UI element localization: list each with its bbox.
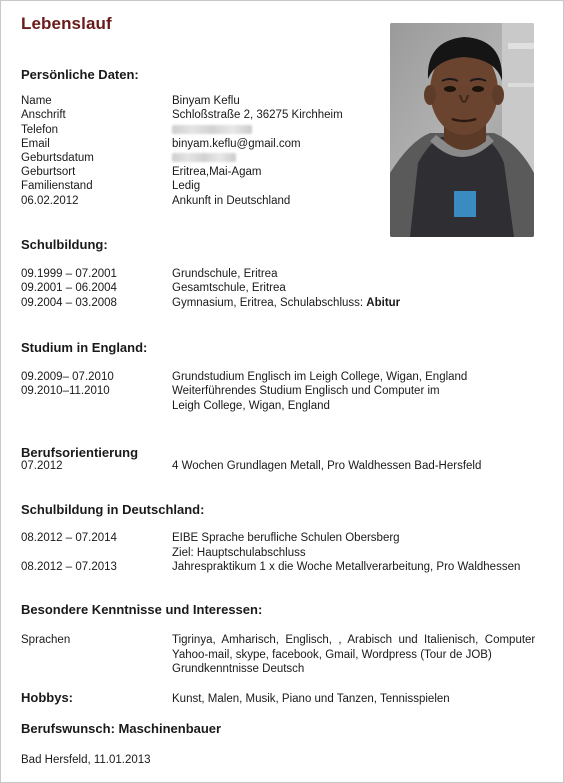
row-date: 08.2012 – 07.2013 bbox=[21, 561, 117, 573]
row-value: Ziel: Hauptschulabschluss bbox=[172, 547, 306, 559]
row-value: Grundstudium Englisch im Leigh College, Wigan, England bbox=[172, 371, 468, 383]
row-value: Ledig bbox=[172, 180, 201, 192]
row-value: Schloßstraße 2, 36275 Kirchheim bbox=[172, 109, 343, 121]
row-date: 08.2012 – 07.2014 bbox=[21, 532, 117, 544]
section-heading-career-wish: Berufswunsch: Maschinenbauer bbox=[21, 721, 222, 736]
row-value: 4 Wochen Grundlagen Metall, Pro Waldhessen Bad-Hersfeld bbox=[172, 460, 482, 472]
section-heading-career: Berufsorientierung bbox=[21, 445, 139, 460]
row-value-bold: Abitur bbox=[366, 297, 401, 309]
row-value: Grundkenntnisse Deutsch bbox=[172, 663, 305, 675]
redacted-value bbox=[172, 125, 252, 134]
row-value: Kunst, Malen, Musik, Piano und Tanzen, Tennisspielen bbox=[172, 693, 450, 705]
section-heading-personal: Persönliche Daten: bbox=[21, 67, 139, 82]
row-label: Telefon bbox=[21, 124, 59, 136]
row-date: 09.2009– 07.2010 bbox=[21, 371, 114, 383]
page-title: Lebenslauf bbox=[21, 14, 112, 33]
row-date: 09.2001 – 06.2004 bbox=[21, 282, 117, 294]
row-date: 07.2012 bbox=[21, 460, 63, 472]
row-value: Tigrinya, Amharisch, Englisch, , Arabisch und Italienisch, Computer bbox=[172, 634, 536, 646]
row-label: Anschrift bbox=[21, 109, 66, 121]
row-date: 09.1999 – 07.2001 bbox=[21, 268, 117, 280]
row-value-redacted bbox=[172, 151, 544, 165]
section-heading-england: Studium in England: bbox=[21, 340, 148, 355]
row-date: 09.2004 – 03.2008 bbox=[21, 297, 117, 309]
row-label: Geburtsdatum bbox=[21, 152, 94, 164]
row-value: Gesamtschule, Eritrea bbox=[172, 282, 286, 294]
row-label: Name bbox=[21, 95, 52, 107]
row-label: Sprachen bbox=[21, 634, 71, 646]
row-label: Geburtsort bbox=[21, 166, 76, 178]
row-label: Familienstand bbox=[21, 180, 93, 192]
row-value: Yahoo-mail, skype, facebook, Gmail, Wordpress (Tour de JOB) bbox=[172, 649, 492, 661]
row-value: Ankunft in Deutschland bbox=[172, 195, 291, 207]
row-value: Binyam Keflu bbox=[172, 95, 240, 107]
row-label: Email bbox=[21, 138, 50, 150]
row-value-redacted bbox=[172, 123, 544, 137]
row-value: binyam.keflu@gmail.com bbox=[172, 138, 301, 150]
section-heading-germany: Schulbildung in Deutschland: bbox=[21, 502, 205, 517]
row-value: Leigh College, Wigan, England bbox=[172, 400, 330, 412]
section-heading-skills: Besondere Kenntnisse und Interessen: bbox=[21, 602, 263, 617]
place-date: Bad Hersfeld, 11.01.2013 bbox=[21, 754, 151, 766]
redacted-value bbox=[172, 153, 236, 162]
row-label: 06.02.2012 bbox=[21, 195, 79, 207]
section-heading-school: Schulbildung: bbox=[21, 237, 108, 252]
row-value: Weiterführendes Studium Englisch und Computer im bbox=[172, 385, 440, 397]
section-heading-hobbies: Hobbys: bbox=[21, 690, 73, 705]
row-value: Jahrespraktikum 1 x die Woche Metallverarbeitung, Pro Waldhessen bbox=[172, 561, 521, 573]
row-value: Eritrea,Mai-Agam bbox=[172, 166, 262, 178]
row-value bbox=[172, 296, 544, 310]
row-date: 09.2010–11.2010 bbox=[21, 385, 110, 397]
row-value: Grundschule, Eritrea bbox=[172, 268, 278, 280]
row-value: EIBE Sprache berufliche Schulen Obersberg bbox=[172, 532, 400, 544]
row-value-text: Gymnasium, Eritrea, Schulabschluss: bbox=[172, 297, 367, 309]
